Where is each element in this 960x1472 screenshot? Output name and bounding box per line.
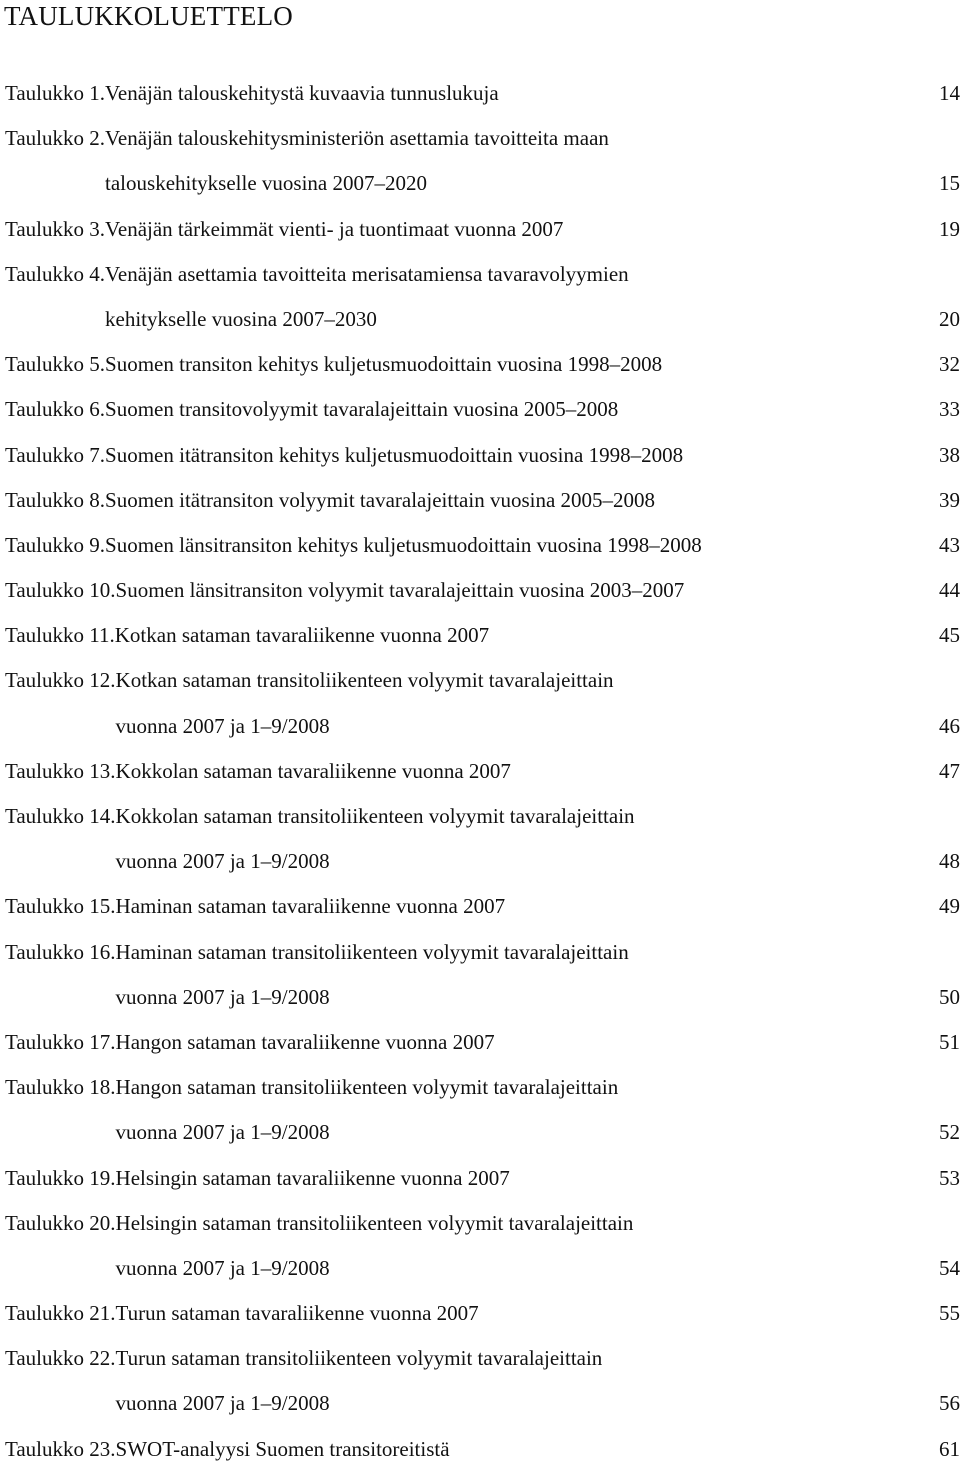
toc-line xyxy=(0,1156,960,1201)
page-number: 52 xyxy=(939,1120,960,1145)
table-number: Taulukko 19. xyxy=(5,1165,116,1190)
table-caption: Kotkan sataman tavaraliikenne vuonna 2007 xyxy=(114,623,490,648)
table-number: Taulukko 14. xyxy=(5,804,116,828)
toc-line xyxy=(0,71,960,116)
table-number: Taulukko 9. xyxy=(5,532,106,557)
page-number: 32 xyxy=(939,352,960,377)
toc-line xyxy=(0,1381,960,1426)
table-number: Taulukko 16. xyxy=(5,939,116,964)
toc-line xyxy=(0,1065,960,1110)
table-number: Taulukko 15. xyxy=(5,894,116,919)
page-number: 33 xyxy=(939,397,960,422)
page-number: 55 xyxy=(939,1301,960,1326)
toc-line xyxy=(0,1427,960,1472)
table-number: Taulukko 10. xyxy=(5,578,116,603)
table-caption: Venäjän tärkeimmät vienti- ja tuontimaat vuonna 2007 xyxy=(105,216,564,241)
toc-line xyxy=(0,1291,960,1336)
table-caption: Hangon sataman tavaraliikenne vuonna 2007 xyxy=(115,1029,495,1054)
toc-line xyxy=(0,884,960,929)
page-number: 20 xyxy=(939,306,960,331)
toc-line xyxy=(0,658,960,703)
toc-line xyxy=(0,433,960,478)
table-caption: SWOT-analyysi Suomen transitoreitistä xyxy=(115,1436,450,1461)
table-caption: vuonna 2007 ja 1–9/2008 xyxy=(115,849,330,874)
page-number: 56 xyxy=(939,1391,960,1416)
table-caption: Hangon sataman transitoliikenteen volyymit tavaralajeittain xyxy=(115,1075,619,1100)
toc-line xyxy=(0,297,960,342)
toc-line xyxy=(0,252,960,297)
page-number: 15 xyxy=(939,171,960,196)
toc-line xyxy=(0,342,960,387)
toc-line xyxy=(0,613,960,658)
toc-line xyxy=(0,704,960,749)
page-number: 53 xyxy=(939,1165,960,1190)
toc-line xyxy=(0,1336,960,1381)
table-caption: Suomen transiton kehitys kuljetusmuodoittain vuosina 1998–2008 xyxy=(105,352,663,377)
table-caption: Suomen itätransiton kehitys kuljetusmuodoittain vuosina 1998–2008 xyxy=(105,442,684,467)
toc-line xyxy=(0,1110,960,1155)
toc-line xyxy=(0,161,960,206)
table-caption: Suomen länsitransiton kehitys kuljetusmuodoittain vuosina 1998–2008 xyxy=(105,532,702,557)
page-number: 38 xyxy=(939,442,960,467)
toc-line xyxy=(0,568,960,613)
table-number: Taulukko 13. xyxy=(5,758,116,783)
toc-line xyxy=(0,207,960,252)
table-of-contents xyxy=(0,71,960,1472)
table-caption: Haminan sataman transitoliikenteen volyymit tavaralajeittain xyxy=(115,939,629,964)
table-caption: Kokkolan sataman tavaraliikenne vuonna 2007 xyxy=(115,758,511,783)
page-number: 39 xyxy=(939,487,960,512)
table-number: Taulukko 7. xyxy=(5,442,106,467)
table-caption: Venäjän asettamia tavoitteita merisatamiensa tavaravolyymien xyxy=(105,261,629,286)
toc-line xyxy=(0,116,960,161)
toc-line xyxy=(0,975,960,1020)
page-number: 45 xyxy=(939,623,960,648)
table-number: Taulukko 20. xyxy=(5,1210,116,1235)
table-caption: Suomen transitovolyymit tavaralajeittain vuosina 2005–2008 xyxy=(105,397,619,422)
table-number: Taulukko 4. xyxy=(5,261,106,286)
table-number: Taulukko 22. xyxy=(5,1346,116,1371)
table-caption: Suomen itätransiton volyymit tavaralajeittain vuosina 2005–2008 xyxy=(105,487,656,512)
table-caption: vuonna 2007 ja 1–9/2008 xyxy=(115,713,330,738)
page-number: 19 xyxy=(939,216,960,241)
toc-line xyxy=(0,839,960,884)
page-number: 49 xyxy=(939,894,960,919)
table-caption: vuonna 2007 ja 1–9/2008 xyxy=(115,1391,330,1416)
page-number: 14 xyxy=(939,81,960,105)
table-number: Taulukko 8. xyxy=(5,487,106,512)
table-number: Taulukko 12. xyxy=(5,668,116,693)
table-number: Taulukko 2. xyxy=(5,126,106,151)
table-caption: Turun sataman tavaraliikenne vuonna 2007 xyxy=(115,1301,479,1326)
table-caption: Turun sataman transitoliikenteen volyymit tavaralajeittain xyxy=(115,1346,603,1371)
page-number: 48 xyxy=(939,849,960,874)
table-number: Taulukko 1. xyxy=(5,81,106,105)
page-number: 43 xyxy=(939,532,960,557)
table-caption: Venäjän talouskehitysministeriön asettamia tavoitteita maan xyxy=(105,126,609,151)
page-number: 51 xyxy=(939,1029,960,1054)
table-caption: Helsingin sataman tavaraliikenne vuonna 2007 xyxy=(115,1165,510,1190)
toc-line xyxy=(0,1201,960,1246)
page-number: 47 xyxy=(939,758,960,783)
table-caption: Venäjän talouskehitystä kuvaavia tunnuslukuja xyxy=(105,81,499,105)
page-number: 44 xyxy=(939,578,960,603)
toc-line xyxy=(0,1246,960,1291)
page-number: 46 xyxy=(939,713,960,738)
table-caption: Kotkan sataman transitoliikenteen volyymit tavaralajeittain xyxy=(115,668,614,693)
toc-line xyxy=(0,1020,960,1065)
table-caption: Kokkolan sataman transitoliikenteen volyymit tavaralajeittain xyxy=(115,804,635,828)
table-number: Taulukko 17. xyxy=(5,1029,116,1054)
table-caption: Haminan sataman tavaraliikenne vuonna 2007 xyxy=(115,894,506,919)
table-caption: vuonna 2007 ja 1–9/2008 xyxy=(115,1120,330,1145)
page-number: 50 xyxy=(939,984,960,1009)
table-caption: Suomen länsitransiton volyymit tavaralajeittain vuosina 2003–2007 xyxy=(115,578,685,603)
page-number: 61 xyxy=(939,1436,960,1461)
table-number: Taulukko 3. xyxy=(5,216,106,241)
table-caption: talouskehitykselle vuosina 2007–2020 xyxy=(105,171,427,196)
toc-line xyxy=(0,478,960,523)
table-caption: Helsingin sataman transitoliikenteen volyymit tavaralajeittain xyxy=(115,1210,634,1235)
table-number: Taulukko 21. xyxy=(5,1301,116,1326)
toc-line xyxy=(0,930,960,975)
table-number: Taulukko 18. xyxy=(5,1075,116,1100)
table-caption: vuonna 2007 ja 1–9/2008 xyxy=(115,1255,330,1280)
table-number: Taulukko 5. xyxy=(5,352,106,377)
table-number: Taulukko 11. xyxy=(5,623,115,648)
toc-line xyxy=(0,387,960,432)
table-caption: kehitykselle vuosina 2007–2030 xyxy=(105,306,377,331)
page-number: 54 xyxy=(939,1255,960,1280)
table-caption: vuonna 2007 ja 1–9/2008 xyxy=(115,984,330,1009)
table-number: Taulukko 23. xyxy=(5,1436,116,1461)
toc-line xyxy=(0,794,960,839)
toc-line xyxy=(0,749,960,794)
toc-line xyxy=(0,523,960,568)
page-title: TAULUKKOLUETTELO xyxy=(4,1,293,31)
table-number: Taulukko 6. xyxy=(5,397,106,422)
